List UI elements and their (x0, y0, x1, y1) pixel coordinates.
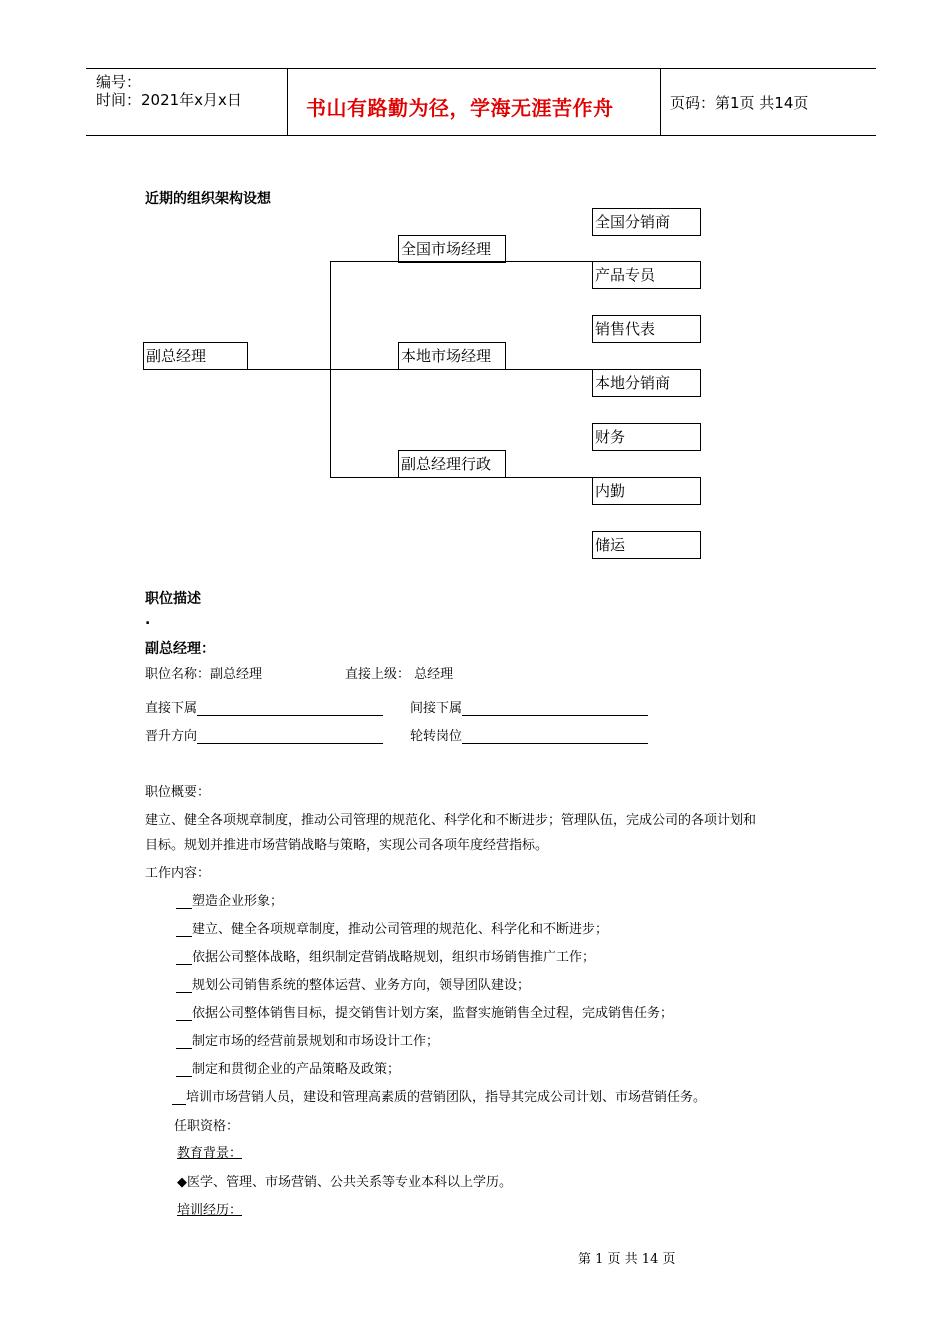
header-divider-right (660, 68, 661, 136)
direct-superior: 直接上级： 总经理 (345, 667, 454, 682)
promotion-row (145, 725, 383, 744)
education-label: 教育背景： (177, 1146, 243, 1161)
org-chart-title: 近期的组织架构设想 (145, 191, 271, 207)
indirect-subordinate-row (410, 697, 648, 716)
work-item: 培训市场营销人员，建设和管理高素质的营销团队，指导其完成公司计划、市场营销任务。 (172, 1086, 706, 1105)
work-label: 工作内容： (145, 866, 211, 881)
org-branch-box: 本地市场经理 (398, 342, 506, 370)
header-time: 时间：2021年x月x日 (96, 91, 242, 109)
summary-line: 目标。规划并推进市场营销战略与策略，实现公司各项年度经营指标。 (145, 838, 549, 853)
direct-subordinate-label: 直接下属 (145, 701, 198, 716)
indirect-subordinate-blank (462, 701, 648, 716)
footer-page-number: 第 1 页 共 14 页 (578, 1252, 676, 1267)
header-top-rule (86, 68, 876, 69)
training-label: 培训经历： (177, 1203, 243, 1218)
org-leaf-box: 销售代表 (592, 315, 701, 343)
org-leaf-box: 本地分销商 (592, 369, 701, 397)
promotion-label: 晋升方向 (145, 729, 198, 744)
org-branch-line (330, 477, 592, 478)
org-leaf-box: 财务 (592, 423, 701, 451)
work-item: 依据公司整体战略，组织制定营销战略规划，组织市场销售推广工作； (176, 946, 595, 965)
header-page: 页码：第1页 共14页 (670, 94, 809, 112)
org-leaf-box: 产品专员 (592, 261, 701, 289)
summary-label: 职位概要： (145, 785, 211, 800)
indirect-subordinate-label: 间接下属 (410, 701, 463, 716)
rotation-blank (462, 729, 648, 744)
org-branch-box: 副总经理行政 (398, 450, 506, 478)
org-leaf-box: 全国分销商 (592, 208, 701, 236)
work-item: 建立、健全各项规章制度，推动公司管理的规范化、科学化和不断进步； (176, 918, 608, 937)
org-branch-line (330, 369, 592, 370)
work-item: 依据公司整体销售目标，提交销售计划方案，监督实施销售全过程，完成销售任务； (176, 1002, 673, 1021)
work-item: 规划公司销售系统的整体运营、业务方向，领导团队建设； (176, 974, 530, 993)
org-root-box: 副总经理 (143, 342, 248, 370)
promotion-blank (197, 729, 383, 744)
summary-line: 建立、健全各项规章制度，推动公司管理的规范化、科学化和不断进步；管理队伍，完成公司的各项计划和 (145, 813, 757, 828)
org-branch-line (330, 261, 592, 262)
position-name: 职位名称：副总经理 (145, 667, 263, 682)
org-leaf-box: 储运 (592, 531, 701, 559)
section-title: 职位描述 (145, 591, 201, 607)
rotation-label: 轮转岗位 (410, 729, 463, 744)
header-motto: 书山有路勤为径，学海无涯苦作舟 (306, 96, 614, 120)
qualification-label: 任职资格： (174, 1119, 240, 1134)
work-item: 制定和贯彻企业的产品策略及政策； (176, 1058, 400, 1077)
work-item: 塑造企业形象； (176, 890, 283, 909)
org-leaf-box: 内勤 (592, 477, 701, 505)
section-dot: . (145, 612, 151, 628)
header-bottom-rule (86, 135, 876, 136)
header-divider-left (287, 68, 288, 136)
direct-subordinate-row (145, 697, 383, 716)
header-number: 编号： (96, 73, 142, 91)
org-branch-box: 全国市场经理 (398, 235, 506, 263)
role-title: 副总经理： (145, 641, 215, 657)
education-item: ◆医学、管理、市场营销、公共关系等专业本科以上学历。 (177, 1175, 512, 1190)
rotation-row (410, 725, 648, 744)
work-item: 制定市场的经营前景规划和市场设计工作； (176, 1030, 439, 1049)
direct-subordinate-blank (197, 701, 383, 716)
